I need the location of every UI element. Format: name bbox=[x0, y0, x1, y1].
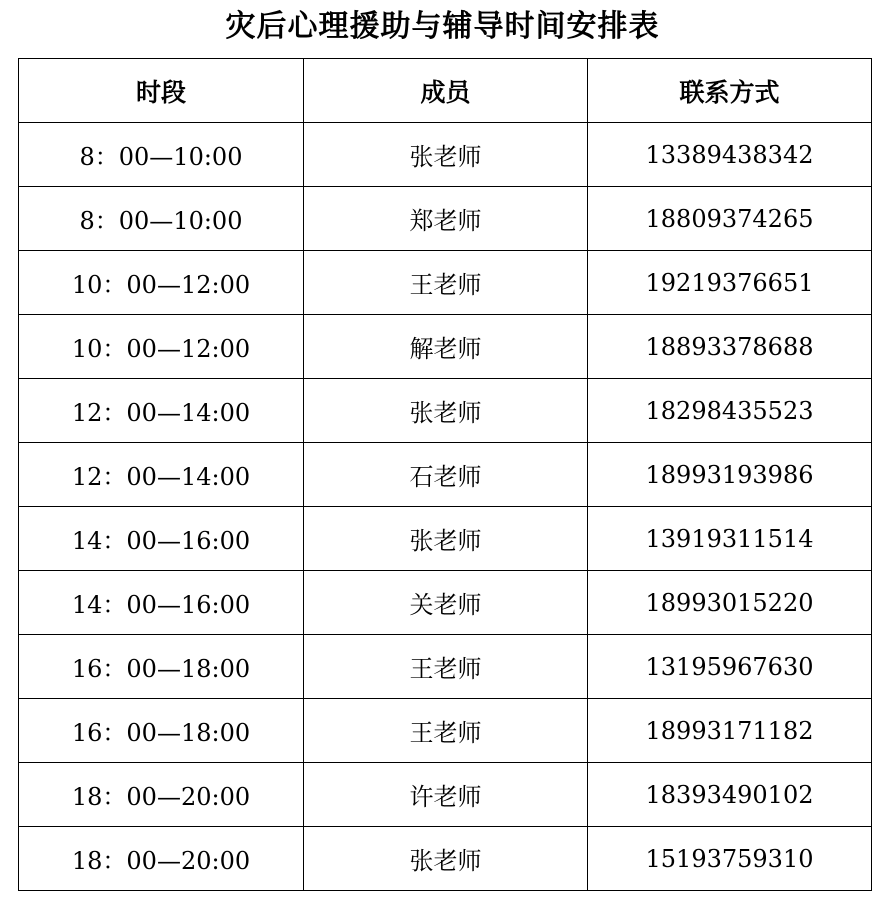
table-row bbox=[19, 827, 872, 891]
member-cell: 王老师 bbox=[304, 699, 588, 763]
table-row bbox=[19, 315, 872, 379]
member-cell: 石老师 bbox=[304, 443, 588, 507]
header-row bbox=[19, 59, 872, 123]
schedule-table bbox=[18, 58, 872, 891]
phone-cell: 18809374265 bbox=[588, 187, 872, 251]
time-cell: 16：00—18:00 bbox=[19, 635, 304, 699]
phone-cell: 18993193986 bbox=[588, 443, 872, 507]
phone-cell: 13389438342 bbox=[588, 123, 872, 187]
table-row bbox=[19, 699, 872, 763]
time-cell: 8：00—10:00 bbox=[19, 187, 304, 251]
time-cell: 18：00—20:00 bbox=[19, 827, 304, 891]
member-cell: 张老师 bbox=[304, 379, 588, 443]
table-body bbox=[19, 123, 872, 891]
header-contact: 联系方式 bbox=[588, 59, 872, 123]
table-row bbox=[19, 571, 872, 635]
table-row bbox=[19, 443, 872, 507]
time-cell: 18：00—20:00 bbox=[19, 763, 304, 827]
table-row bbox=[19, 379, 872, 443]
member-cell: 张老师 bbox=[304, 507, 588, 571]
phone-cell: 13919311514 bbox=[588, 507, 872, 571]
member-cell: 解老师 bbox=[304, 315, 588, 379]
table-row bbox=[19, 251, 872, 315]
phone-cell: 15193759310 bbox=[588, 827, 872, 891]
time-cell: 14：00—16:00 bbox=[19, 507, 304, 571]
table-row bbox=[19, 763, 872, 827]
member-cell: 关老师 bbox=[304, 571, 588, 635]
time-cell: 12：00—14:00 bbox=[19, 443, 304, 507]
time-cell: 8：00—10:00 bbox=[19, 123, 304, 187]
time-cell: 10：00—12:00 bbox=[19, 251, 304, 315]
time-cell: 16：00—18:00 bbox=[19, 699, 304, 763]
phone-cell: 13195967630 bbox=[588, 635, 872, 699]
phone-cell: 18893378688 bbox=[588, 315, 872, 379]
header-time: 时段 bbox=[19, 59, 304, 123]
table-row bbox=[19, 635, 872, 699]
phone-cell: 19219376651 bbox=[588, 251, 872, 315]
phone-cell: 18993015220 bbox=[588, 571, 872, 635]
member-cell: 张老师 bbox=[304, 123, 588, 187]
page-title: 灾后心理援助与辅导时间安排表 bbox=[225, 9, 660, 44]
header-member: 成员 bbox=[304, 59, 588, 123]
member-cell: 郑老师 bbox=[304, 187, 588, 251]
phone-cell: 18393490102 bbox=[588, 763, 872, 827]
member-cell: 王老师 bbox=[304, 635, 588, 699]
table-header bbox=[19, 59, 872, 123]
table-row bbox=[19, 123, 872, 187]
time-cell: 14：00—16:00 bbox=[19, 571, 304, 635]
member-cell: 王老师 bbox=[304, 251, 588, 315]
table-row bbox=[19, 507, 872, 571]
member-cell: 张老师 bbox=[304, 827, 588, 891]
table-row bbox=[19, 187, 872, 251]
phone-cell: 18298435523 bbox=[588, 379, 872, 443]
phone-cell: 18993171182 bbox=[588, 699, 872, 763]
member-cell: 许老师 bbox=[304, 763, 588, 827]
time-cell: 10：00—12:00 bbox=[19, 315, 304, 379]
time-cell: 12：00—14:00 bbox=[19, 379, 304, 443]
